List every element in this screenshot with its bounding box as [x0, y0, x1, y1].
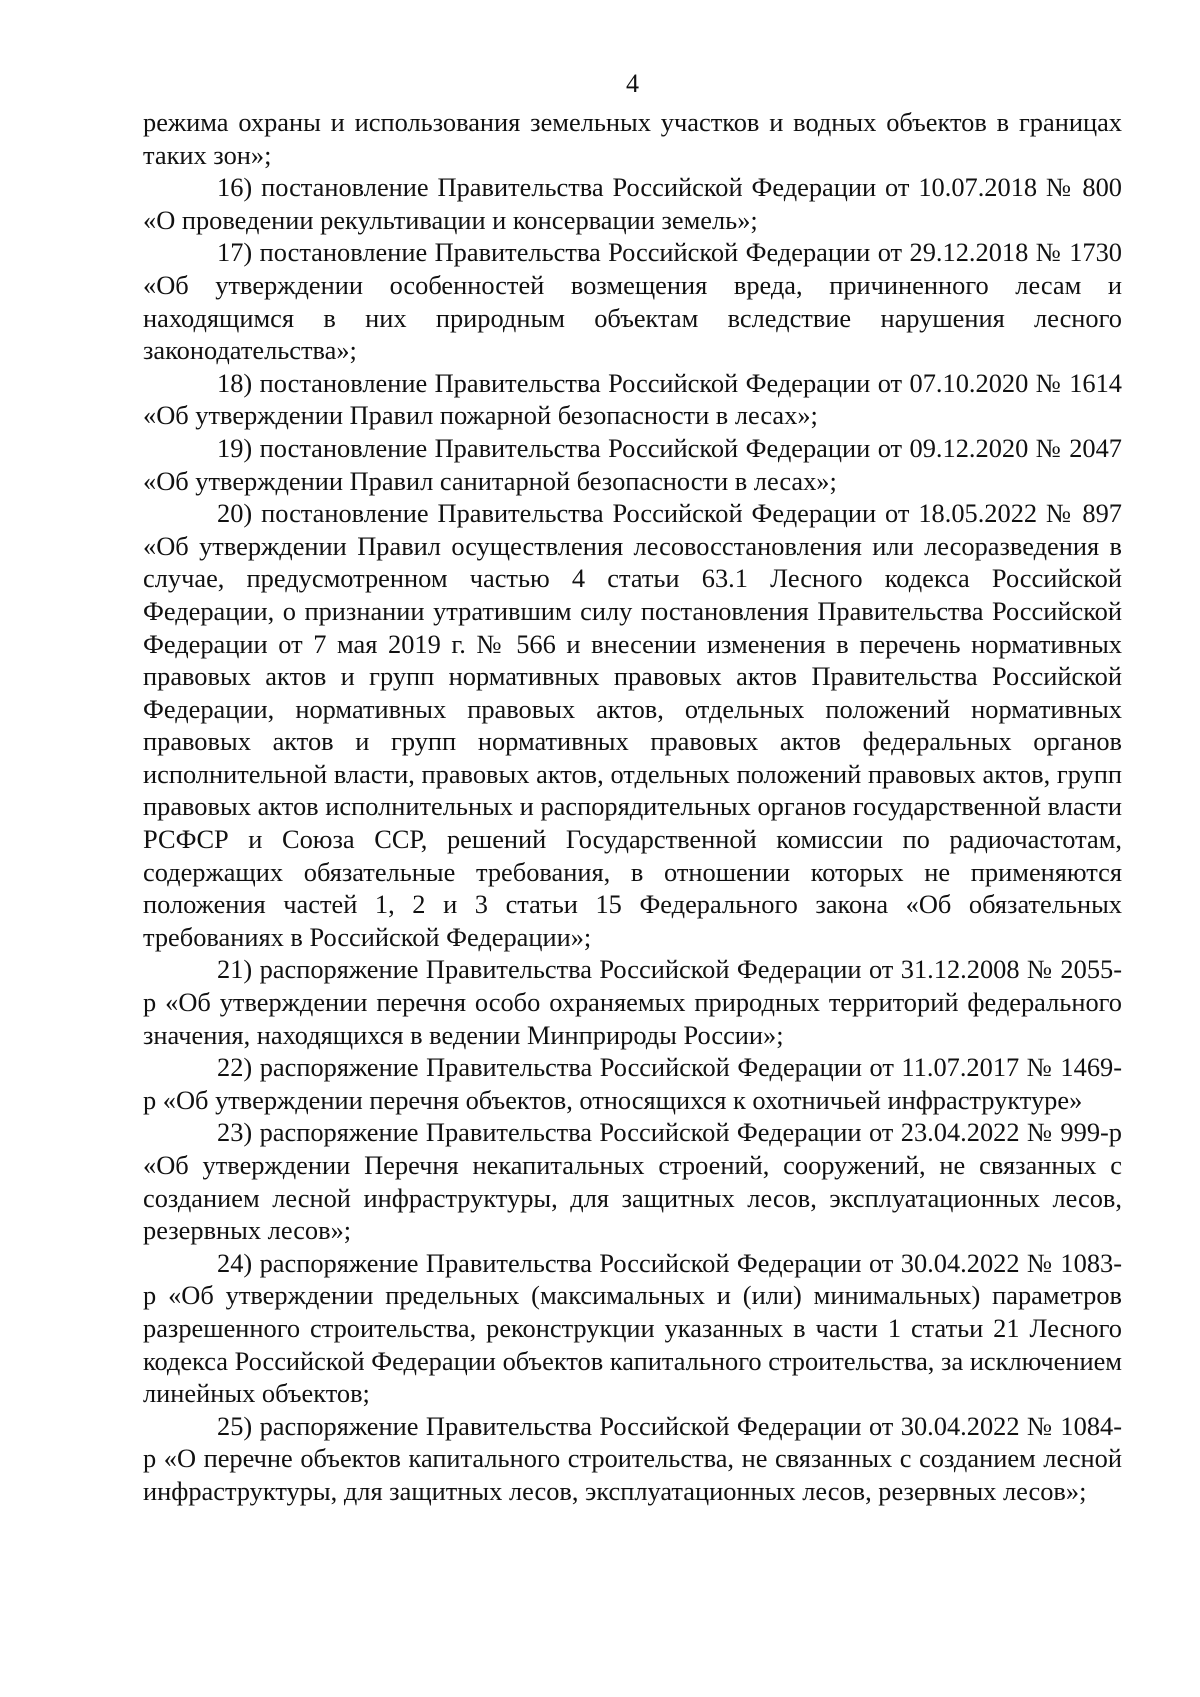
list-item-22: 22) распоряжение Правительства Российской Федерации от 11.07.2017 № 1469-р «Об утверждении перечня объектов, относящихся к охотничьей инфраструктуре»: [143, 1052, 1122, 1115]
list-item-16: 16) постановление Правительства Российской Федерации от 10.07.2018 № 800 «О проведении рекультивации и консервации земель»;: [143, 172, 1122, 235]
list-item-24: 24) распоряжение Правительства Российской Федерации от 30.04.2022 № 1083-р «Об утверждении предельных (максимальных и (или) минимальных) параметров разрешенного строительства, реконструкции указанных в части 1 статьи 21 Лесного кодекса Российской Федерации объектов капитального строительства, за исключением линейных объектов;: [143, 1247, 1122, 1409]
list-item-25: 25) распоряжение Правительства Российской Федерации от 30.04.2022 № 1084-р «О перечне объектов капитального строительства, не связанных с созданием лесной инфраструктуры, для защитных лесов, эксплуатационных лесов, резервных лесов»;: [143, 1410, 1122, 1506]
list-item-20: 20) постановление Правительства Российской Федерации от 18.05.2022 № 897 «Об утверждении Правил осуществления лесовосстановления или лесоразведения в случае, предусмотренном частью 4 статьи 63.1 Лесного кодекса Российской Федерации, о признании утратившим силу постановления Правительства Российской Федерации от 7 мая 2019 г. № 566 и внесении изменения в перечень нормативных правовых актов и групп нормативных правовых актов Правительства Российской Федерации, нормативных правовых актов, отдельных положений нормативных правовых актов и групп нормативных правовых актов федеральных органов исполнительной власти, правовых актов, отдельных положений правовых актов, групп правовых актов исполнительных и распорядительных органов государственной власти РСФСР и Союза ССР, решений Государственной комиссии по радиочастотам, содержащих обязательные требования, в отношении которых не применяются положения частей 1, 2 и 3 статьи 15 Федерального закона «Об обязательных требованиях в Российской Федерации»;: [143, 498, 1122, 952]
page-number: 4: [626, 69, 639, 98]
paragraph: режима охраны и использования земельных участков и водных объектов в границах таких зон»;: [143, 107, 1122, 170]
list-item-19: 19) постановление Правительства Российской Федерации от 09.12.2020 № 2047 «Об утверждении Правил санитарной безопасности в лесах»;: [143, 432, 1122, 496]
list-item-21: 21) распоряжение Правительства Российской Федерации от 31.12.2008 № 2055-р «Об утверждении перечня особо охраняемых природных территорий федерального значения, находящихся в ведении Минприроды России»;: [143, 954, 1122, 1050]
list-item-23: 23) распоряжение Правительства Российской Федерации от 23.04.2022 № 999-р «Об утверждении Перечня некапитальных строений, сооружений, не связанных с созданием лесной инфраструктуры, для защитных лесов, эксплуатационных лесов, резервных лесов»;: [143, 1117, 1122, 1246]
list-item-18: 18) постановление Правительства Российской Федерации от 07.10.2020 № 1614 «Об утверждении Правил пожарной безопасности в лесах»;: [143, 367, 1122, 431]
document-body: [143, 106, 1122, 1508]
list-item-17: 17) постановление Правительства Российской Федерации от 29.12.2018 № 1730 «Об утверждении особенностей возмещения вреда, причиненного лесам и находящимся в них природным объектам вследствие нарушения лесного законодательства»;: [143, 237, 1122, 366]
